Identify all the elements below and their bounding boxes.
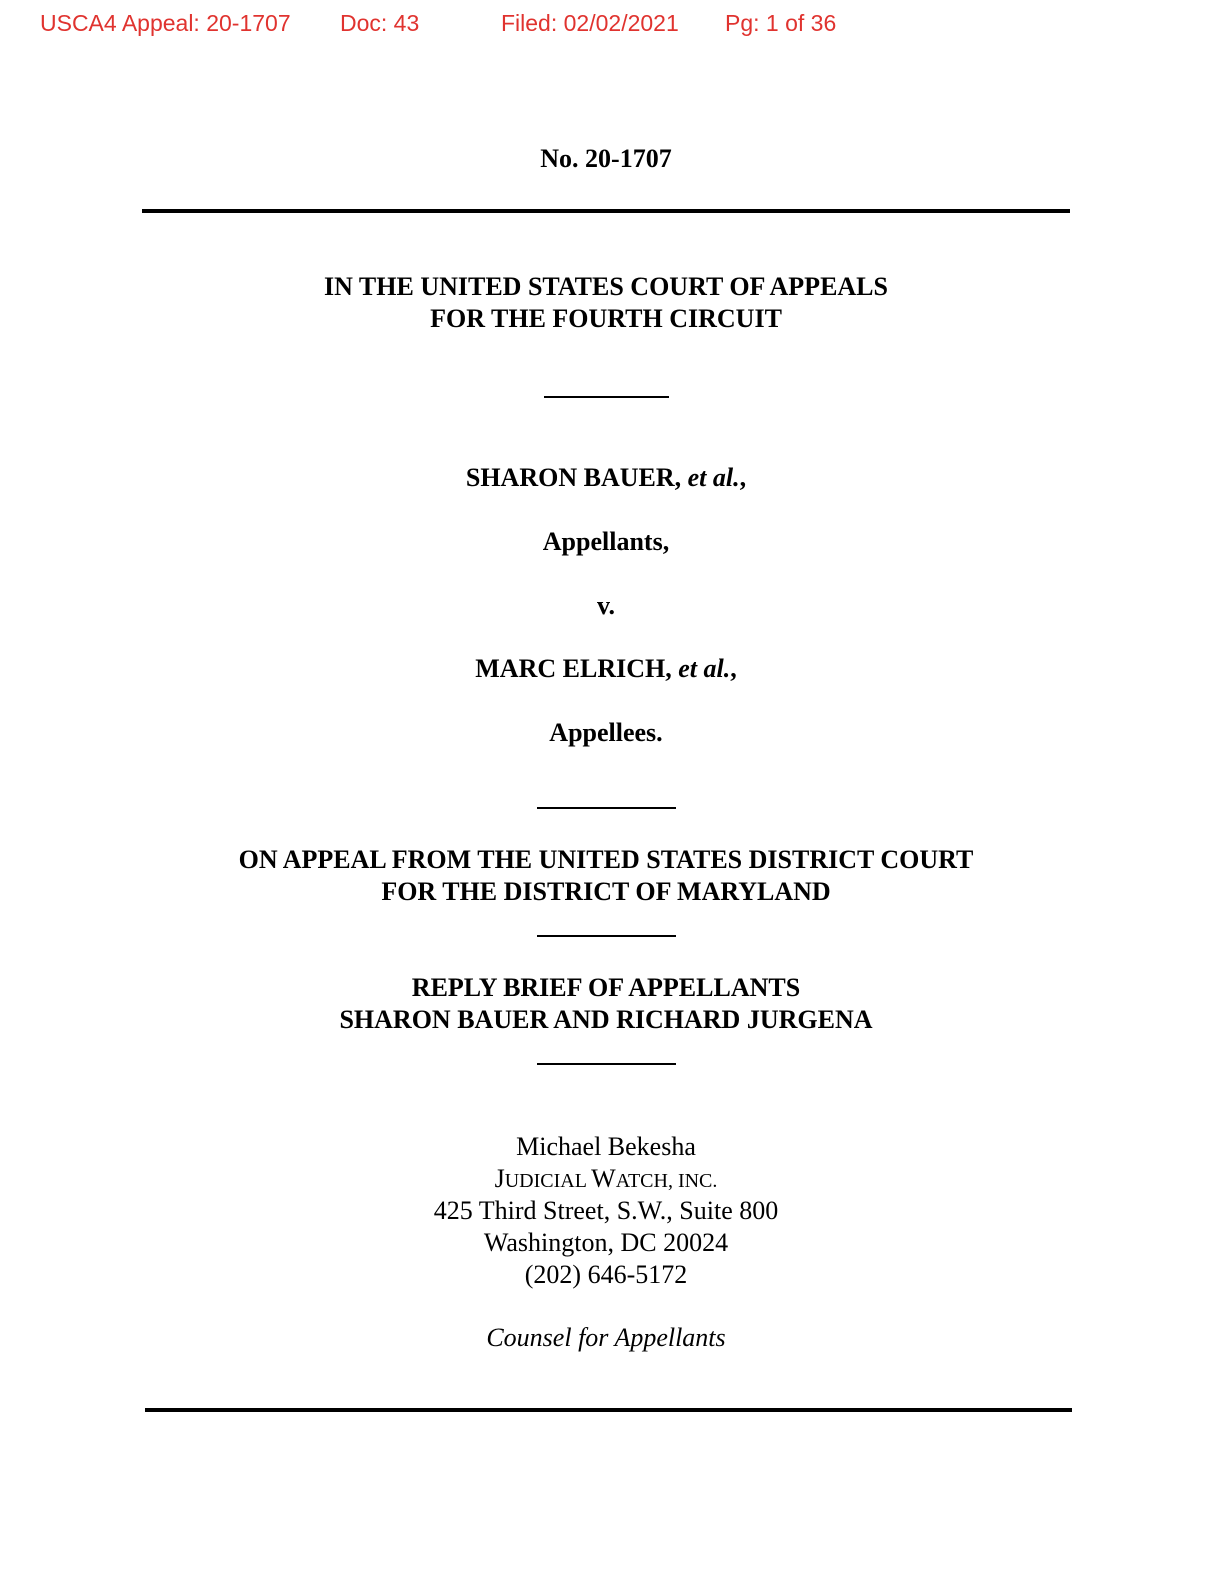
bottom-divider <box>145 1408 1072 1412</box>
org-letter-w: W <box>591 1164 616 1193</box>
court-name-line1: IN THE UNITED STATES COURT OF APPEALS <box>323 272 888 301</box>
brief-title-line1: REPLY BRIEF OF APPELLANTS <box>411 973 801 1002</box>
counsel-role-text: Counsel for Appellants <box>486 1323 726 1352</box>
appellee-name-text: MARC ELRICH, <box>475 654 672 683</box>
separator-3 <box>537 935 676 937</box>
stamp-case-number: USCA4 Appeal: 20-1707 <box>40 10 291 36</box>
counsel-role <box>0 1323 1212 1353</box>
appellant-name <box>0 463 1212 493</box>
court-name-line2: FOR THE FOURTH CIRCUIT <box>430 304 782 333</box>
appellee-et-al: et al. <box>678 654 731 683</box>
stamp-page-number: Pg: 1 of 36 <box>725 10 837 36</box>
appellee-role: Appellees. <box>549 718 663 747</box>
docket-number: No. 20-1707 <box>540 144 672 173</box>
brief-title-line2: SHARON BAUER AND RICHARD JURGENA <box>339 1005 873 1034</box>
org-word-inc: INC. <box>677 1170 718 1192</box>
separator-4 <box>537 1063 676 1065</box>
appellant-name-text: SHARON BAUER, <box>465 463 682 492</box>
top-divider <box>142 209 1070 213</box>
appellant-comma: , <box>739 463 747 492</box>
appeal-from-line2: FOR THE DISTRICT OF MARYLAND <box>381 877 831 906</box>
counsel-phone: (202) 646-5172 <box>524 1260 688 1289</box>
separator-2 <box>537 807 676 809</box>
stamp-filed-date: Filed: 02/02/2021 <box>501 10 679 36</box>
org-letter-j: J <box>494 1164 505 1193</box>
versus: v. <box>596 591 616 620</box>
counsel-name: Michael Bekesha <box>516 1132 696 1161</box>
appellant-role: Appellants, <box>542 527 670 556</box>
counsel-organization <box>0 1164 1212 1194</box>
stamp-doc-number: Doc: 43 <box>340 10 420 36</box>
appeal-from-line1: ON APPEAL FROM THE UNITED STATES DISTRICT COURT <box>238 845 974 874</box>
counsel-address: 425 Third Street, S.W., Suite 800 <box>433 1196 779 1225</box>
appellant-et-al: et al. <box>687 463 740 492</box>
counsel-city: Washington, DC 20024 <box>483 1228 729 1257</box>
separator-1 <box>544 396 669 398</box>
appellee-name <box>0 654 1212 684</box>
appellee-comma: , <box>730 654 737 683</box>
org-word-udicial: UDICIAL <box>504 1170 592 1192</box>
org-word-atch: ATCH, <box>615 1170 678 1192</box>
